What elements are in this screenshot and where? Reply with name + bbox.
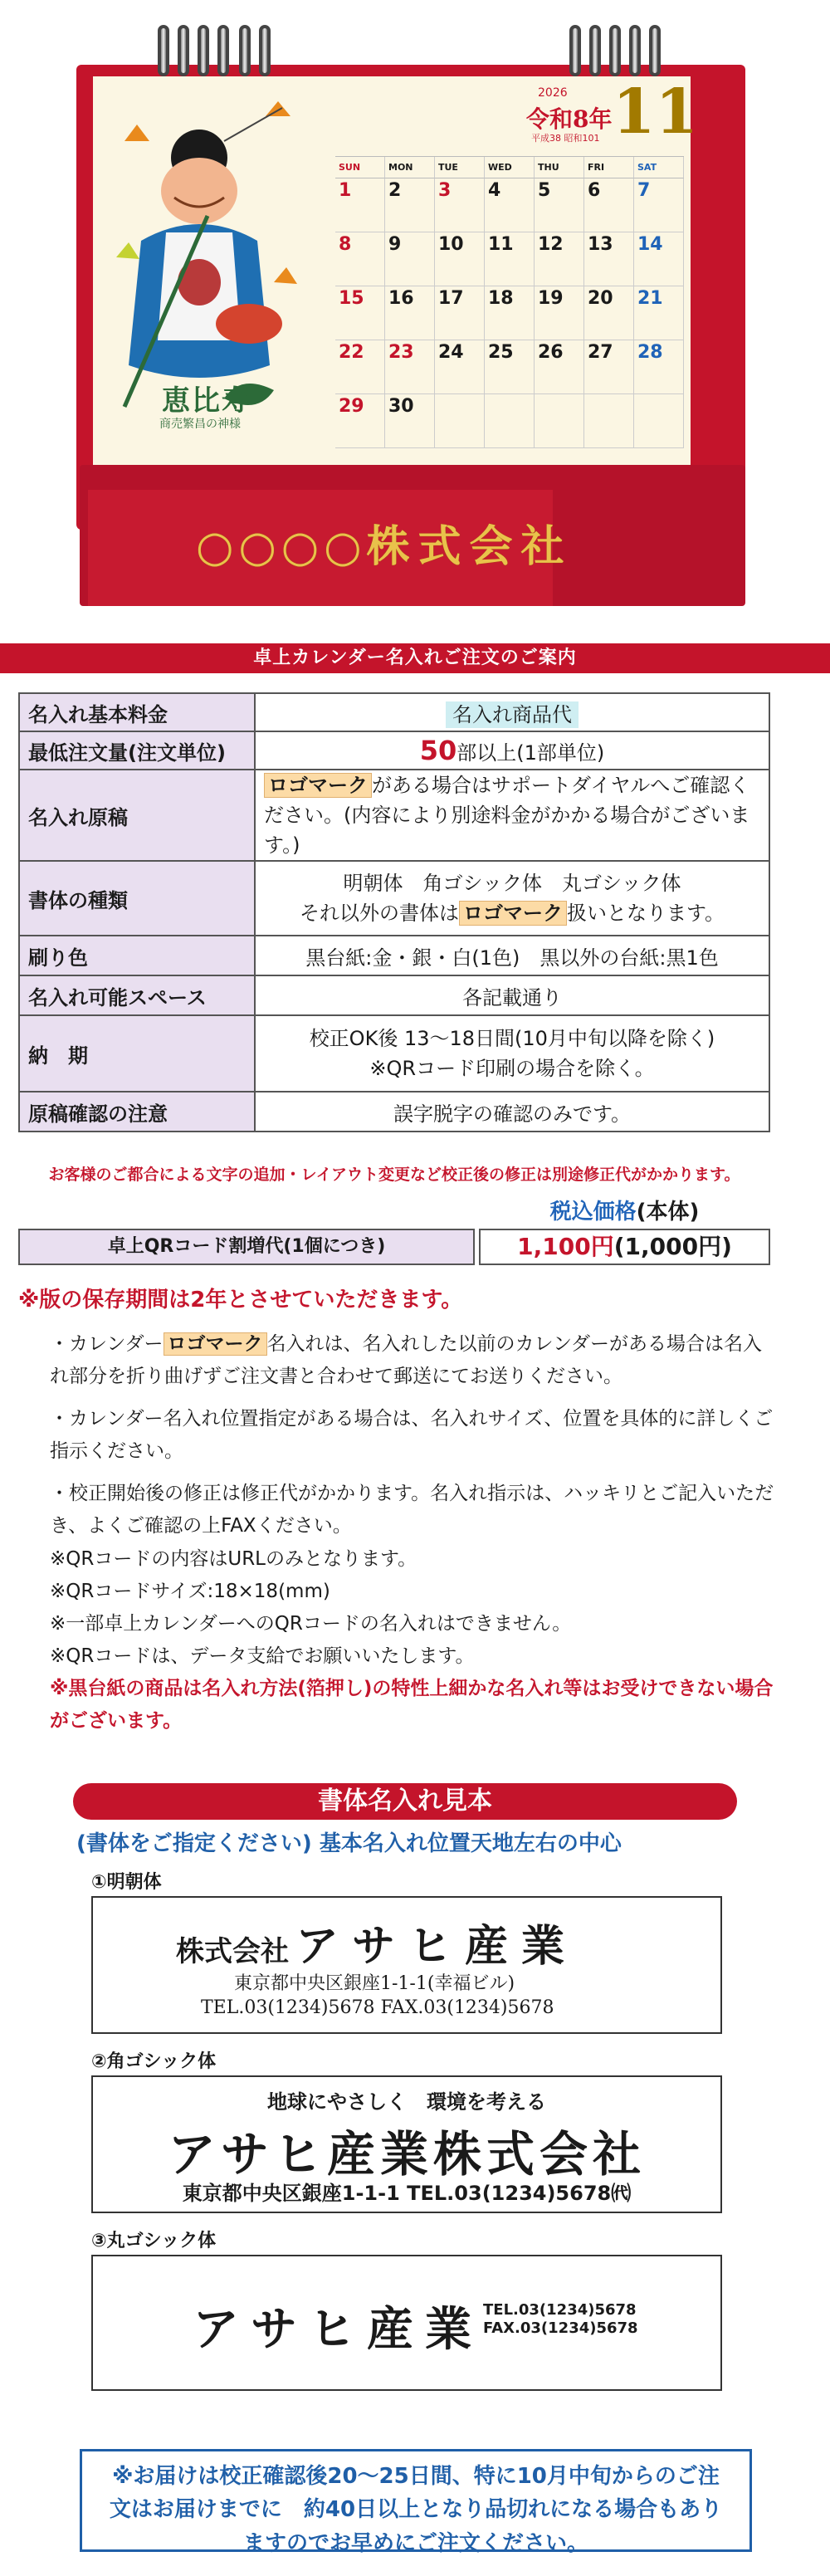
row-value: 誤字脱字の確認のみです。 <box>255 1092 769 1132</box>
deity-name: 恵比寿 <box>162 384 251 418</box>
sample-label-kaku-gothic: ②角ゴシック体 <box>91 2051 217 2072</box>
day-cell: 19 <box>535 286 584 340</box>
company-placeholder: ○○○○ <box>196 521 367 572</box>
table-row <box>19 1092 769 1132</box>
table-row <box>19 861 769 936</box>
ring <box>259 25 271 76</box>
row-value-text: がある場合はサポートダイヤルへご確認ください。(内容により別途料金がかかる場合がございます。) <box>264 774 750 857</box>
day-cell: 4 <box>485 178 535 232</box>
sample-company <box>176 1911 578 1973</box>
row-value <box>255 861 769 936</box>
day-cell: 30 <box>385 394 435 448</box>
day-cell: 25 <box>485 340 535 394</box>
day-cell: 11 <box>485 232 535 286</box>
notes-list <box>50 1328 780 1738</box>
ring <box>158 25 169 76</box>
row-label: 原稿確認の注意 <box>19 1092 255 1132</box>
day-cell: 10 <box>435 232 485 286</box>
ring <box>629 25 641 76</box>
price-header-label: 税込価格 <box>549 1200 637 1224</box>
day-cell: 2 <box>385 178 435 232</box>
deity-subtitle: 商売繁昌の神様 <box>159 418 241 431</box>
order-info-table <box>18 692 770 1132</box>
sample-company-type: 株式会社 <box>176 1935 289 1968</box>
list-item: ※黒台紙の商品は名入れ方法(箔押し)の特性上細かな名入れ等はお受けできない場合がございます。 <box>50 1677 774 1733</box>
day-cell: 5 <box>535 178 584 232</box>
row-label: 最低注文量(注文単位) <box>19 731 255 770</box>
logo-mark-tag: ロゴマーク <box>459 901 567 926</box>
row-label: 名入れ原稿 <box>19 770 255 861</box>
row-value <box>255 731 769 770</box>
row-value: 黒台紙:金・銀・白(1色) 黒以外の台紙:黒1色 <box>255 936 769 975</box>
ring <box>217 25 229 76</box>
day-cell: 26 <box>535 340 584 394</box>
calendar-year: 2026 <box>538 86 568 100</box>
samples-subtitle: (書体をご指定ください) 基本名入れ位置天地左右の中心 <box>76 1831 622 1856</box>
delivery-note-box: ※お届けは校正確認後20～25日間、特に10月中旬からのご注文はお届けまでに 約40日以上となり品切れになる場合もありますのでお早めにご注文ください。 <box>80 2449 752 2552</box>
day-header: THU <box>535 157 584 178</box>
list-item: ※QRコードは、データ支給でお願いいたします。 <box>50 1645 475 1667</box>
table-row <box>19 1015 769 1092</box>
font-note-b: 扱いとなります。 <box>566 902 725 925</box>
row-label: 名入れ基本料金 <box>19 693 255 731</box>
sample-tel: TEL.03(1234)5678 FAX.03(1234)5678 <box>201 1997 554 2018</box>
day-cell: 9 <box>385 232 435 286</box>
sample-tel: TEL.03(1234)5678 <box>483 2301 637 2319</box>
calendar-reiwa: 令和8年 <box>526 105 613 133</box>
day-cell: 15 <box>335 286 385 340</box>
qr-price <box>479 1229 770 1265</box>
day-cell: 17 <box>435 286 485 340</box>
day-cell: 24 <box>435 340 485 394</box>
day-cell: 23 <box>385 340 435 394</box>
section-title: 卓上カレンダー名入れご注文のご案内 <box>0 643 830 673</box>
row-label: 名入れ可能スペース <box>19 975 255 1015</box>
row-value <box>255 770 769 861</box>
qr-price-incl: 1,100円 <box>517 1233 614 1260</box>
sample-address: 東京都中央区銀座1-1-1(幸福ビル) <box>234 1973 515 1994</box>
sample-company-name: アサヒ産業 <box>295 1921 579 1972</box>
row-value-text: 名入れ商品代 <box>446 701 579 728</box>
company-suffix: 株式会社 <box>366 521 573 572</box>
day-cell: 1 <box>335 178 385 232</box>
day-cell <box>634 394 684 448</box>
day-header: FRI <box>584 157 634 178</box>
day-cell: 27 <box>584 340 634 394</box>
list-item: ※一部卓上カレンダーへのQRコードの名入れはできません。 <box>50 1612 572 1635</box>
note-text: ・カレンダー <box>50 1333 164 1355</box>
sample-label-maru-gothic: ③丸ゴシック体 <box>91 2231 217 2251</box>
table-row <box>19 975 769 1015</box>
price-header <box>479 1195 770 1229</box>
sample-fax: FAX.03(1234)5678 <box>483 2319 638 2337</box>
day-cell: 3 <box>435 178 485 232</box>
samples-title: 書体名入れ見本 <box>73 1783 737 1820</box>
day-cell: 22 <box>335 340 385 394</box>
table-row <box>19 731 769 770</box>
day-cell <box>584 394 634 448</box>
sample-box-maru-gothic <box>91 2255 722 2391</box>
min-quantity-unit: 部以上(1部単位) <box>456 741 605 765</box>
sample-address: 東京都中央区銀座1-1-1 TEL.03(1234)5678㈹ <box>182 2182 632 2205</box>
min-quantity: 50 <box>419 735 457 766</box>
list-item: ・カレンダー名入れ位置指定がある場合は、名入れサイズ、位置を具体的に詳しくご指示ください。 <box>50 1408 774 1463</box>
day-header: TUE <box>435 157 485 178</box>
day-cell: 14 <box>634 232 684 286</box>
sample-company-name: アサヒ産業株式会社 <box>167 2126 646 2183</box>
ring <box>178 25 189 76</box>
row-value <box>255 1015 769 1092</box>
ring <box>589 25 601 76</box>
row-label: 書体の種類 <box>19 861 255 936</box>
qr-surcharge-label: 卓上QRコード割増代(1個につき) <box>18 1229 475 1265</box>
day-cell: 28 <box>634 340 684 394</box>
day-header: MON <box>385 157 435 178</box>
ring <box>239 25 251 76</box>
qr-price-excl: (1,000円) <box>613 1233 732 1260</box>
day-header: SAT <box>634 157 684 178</box>
sample-tagline: 地球にやさしく 環境を考える <box>267 2090 546 2114</box>
row-label: 刷り色 <box>19 936 255 975</box>
sample-company-name: アサヒ産業 <box>193 2303 483 2357</box>
row-label: 納 期 <box>19 1015 255 1092</box>
day-header: SUN <box>335 157 385 178</box>
sample-box-kaku-gothic <box>91 2075 722 2213</box>
day-cell: 13 <box>584 232 634 286</box>
calendar-heisei: 平成38 昭和101 <box>531 133 600 144</box>
day-header: WED <box>485 157 535 178</box>
day-cell: 20 <box>584 286 634 340</box>
sample-label-mincho: ①明朝体 <box>91 1872 162 1893</box>
row-value: 各記載通り <box>255 975 769 1015</box>
calendar-grid <box>335 156 684 448</box>
day-cell: 12 <box>535 232 584 286</box>
list-item: ・校正開始後の修正は修正代がかかります。名入れ指示は、ハッキリとご記入いただき、よくご確認の上FAXください。 <box>50 1483 774 1537</box>
logo-mark-tag: ロゴマーク <box>264 773 372 798</box>
day-cell: 16 <box>385 286 435 340</box>
day-cell: 18 <box>485 286 535 340</box>
calendar-product-image <box>0 0 830 631</box>
ring <box>649 25 661 76</box>
day-cell: 6 <box>584 178 634 232</box>
table-row <box>19 693 769 731</box>
plate-retention-note: ※版の保存期間は2年とさせていただきます。 <box>18 1288 463 1312</box>
day-cell <box>535 394 584 448</box>
sample-contact <box>483 2301 638 2337</box>
row-value <box>255 693 769 731</box>
font-note <box>264 898 760 928</box>
table-row <box>19 770 769 861</box>
calendar-month: 11 <box>613 76 698 148</box>
company-name-imprint <box>196 511 573 574</box>
logo-mark-tag: ロゴマーク <box>164 1332 267 1356</box>
delivery-note: ※QRコード印刷の場合を除く。 <box>369 1057 655 1080</box>
ring <box>198 25 209 76</box>
day-cell <box>485 394 535 448</box>
correction-fee-note: お客様のご都合による文字の追加・レイアウト変更など校正後の修正は別途修正代がかかります。 <box>48 1166 740 1184</box>
ring <box>609 25 621 76</box>
sample-box-mincho <box>91 1896 722 2034</box>
note-text: 名入れは、名入れした以前のカレンダーがある場合は名入れ部分を折り曲げずご注文書と合わせて郵送にてお送りください。 <box>50 1333 763 1388</box>
list-item: ※QRコードサイズ:18×18(mm) <box>50 1580 330 1602</box>
price-header-sub: (本体) <box>636 1200 700 1224</box>
day-cell: 21 <box>634 286 684 340</box>
qr-price-row <box>18 1195 770 1268</box>
ring <box>569 25 581 76</box>
font-list: 明朝体 角ゴシック体 丸ゴシック体 <box>343 872 681 895</box>
day-cell <box>435 394 485 448</box>
day-cell: 7 <box>634 178 684 232</box>
binding-rings <box>0 25 830 83</box>
day-cell: 29 <box>335 394 385 448</box>
list-item <box>50 1328 780 1393</box>
delivery-days: 校正OK後 13～18日間(10月中旬以降を除く) <box>309 1027 715 1050</box>
table-row <box>19 936 769 975</box>
font-note-a: それ以外の書体は <box>299 902 459 925</box>
list-item: ※QRコードの内容はURLのみとなります。 <box>50 1547 417 1570</box>
day-cell: 8 <box>335 232 385 286</box>
